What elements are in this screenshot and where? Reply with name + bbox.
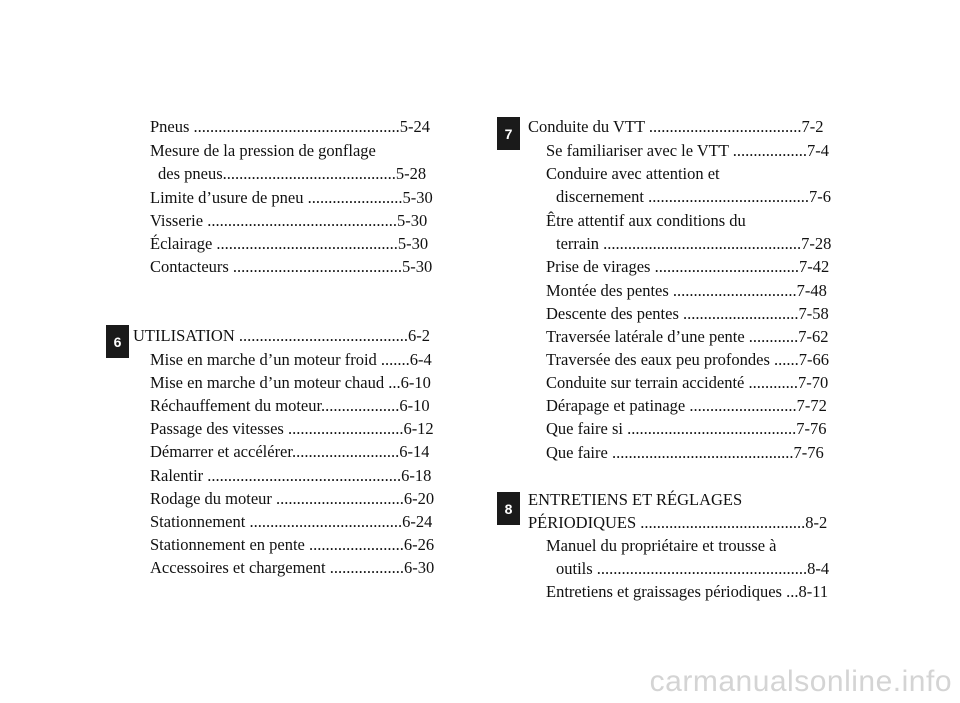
toc-entry: Pneus ..................................................5-24 — [150, 117, 431, 136]
toc-entry: Que faire si .........................................7-76 — [546, 419, 827, 438]
toc-chapter-heading: UTILISATION .........................................6-2 — [133, 326, 430, 345]
toc-entry: Démarrer et accélérer..........................6-14 — [150, 442, 430, 461]
chapter-tab-8: 8 — [497, 492, 520, 525]
toc-chapter-heading-continued: PÉRIODIQUES ........................................8-2 — [528, 513, 828, 532]
toc-entry-continued: discernement .......................................7-6 — [556, 187, 831, 206]
toc-entry: Traversée latérale d’une pente ............7-62 — [546, 327, 829, 346]
toc-entry: Mise en marche d’un moteur chaud ...6-10 — [150, 373, 431, 392]
toc-entry-continued: outils ...................................................8-4 — [556, 559, 830, 578]
toc-entry: Visserie ..............................................5-30 — [150, 211, 428, 230]
toc-entry: Dérapage et patinage ..........................7-72 — [546, 396, 827, 415]
toc-entry: Se familiariser avec le VTT ..................7-4 — [546, 141, 830, 160]
toc-entry: Éclairage ............................................5-30 — [150, 234, 429, 253]
toc-entry: Stationnement .....................................6-24 — [150, 512, 433, 531]
toc-entry: Traversée des eaux peu profondes ......7-66 — [546, 350, 830, 369]
toc-entry: Limite d’usure de pneu .......................5-30 — [150, 188, 433, 207]
watermark-text: carmanualsonline.info — [649, 665, 952, 698]
toc-entry: Passage des vitesses ............................6-12 — [150, 419, 434, 438]
toc-entry: Mise en marche d’un moteur froid .......6-4 — [150, 350, 432, 369]
toc-entry: Être attentif aux conditions du — [546, 211, 746, 230]
toc-entry: Conduite sur terrain accidenté ............7-70 — [546, 373, 829, 392]
chapter-tab-7: 7 — [497, 117, 520, 150]
toc-entry: Stationnement en pente .......................6-26 — [150, 535, 435, 554]
toc-chapter-heading: Conduite du VTT .....................................7-2 — [528, 117, 824, 136]
chapter-tab-6: 6 — [106, 325, 129, 358]
toc-entry-continued: des pneus..........................................5-28 — [158, 164, 427, 183]
toc-entry: Accessoires et chargement ..................6-30 — [150, 558, 435, 577]
toc-entry: Montée des pentes ..............................7-48 — [546, 281, 827, 300]
toc-entry: Rodage du moteur ...............................6-20 — [150, 489, 435, 508]
toc-entry: Mesure de la pression de gonflage — [150, 141, 376, 160]
toc-entry: Conduire avec attention et — [546, 164, 720, 183]
toc-entry: Entretiens et graissages périodiques ...8-11 — [546, 582, 829, 601]
toc-entry: Descente des pentes ............................7-58 — [546, 304, 829, 323]
toc-entry: Prise de virages ...................................7-42 — [546, 257, 830, 276]
toc-entry: Contacteurs .........................................5-30 — [150, 257, 433, 276]
toc-entry-continued: terrain ................................................7-28 — [556, 234, 832, 253]
toc-chapter-heading: ENTRETIENS ET RÉGLAGES — [528, 490, 743, 509]
toc-entry: Que faire ............................................7-76 — [546, 443, 824, 462]
toc-entry: Manuel du propriétaire et trousse à — [546, 536, 777, 555]
toc-entry: Réchauffement du moteur...................6-10 — [150, 396, 430, 415]
toc-entry: Ralentir ...............................................6-18 — [150, 466, 432, 485]
